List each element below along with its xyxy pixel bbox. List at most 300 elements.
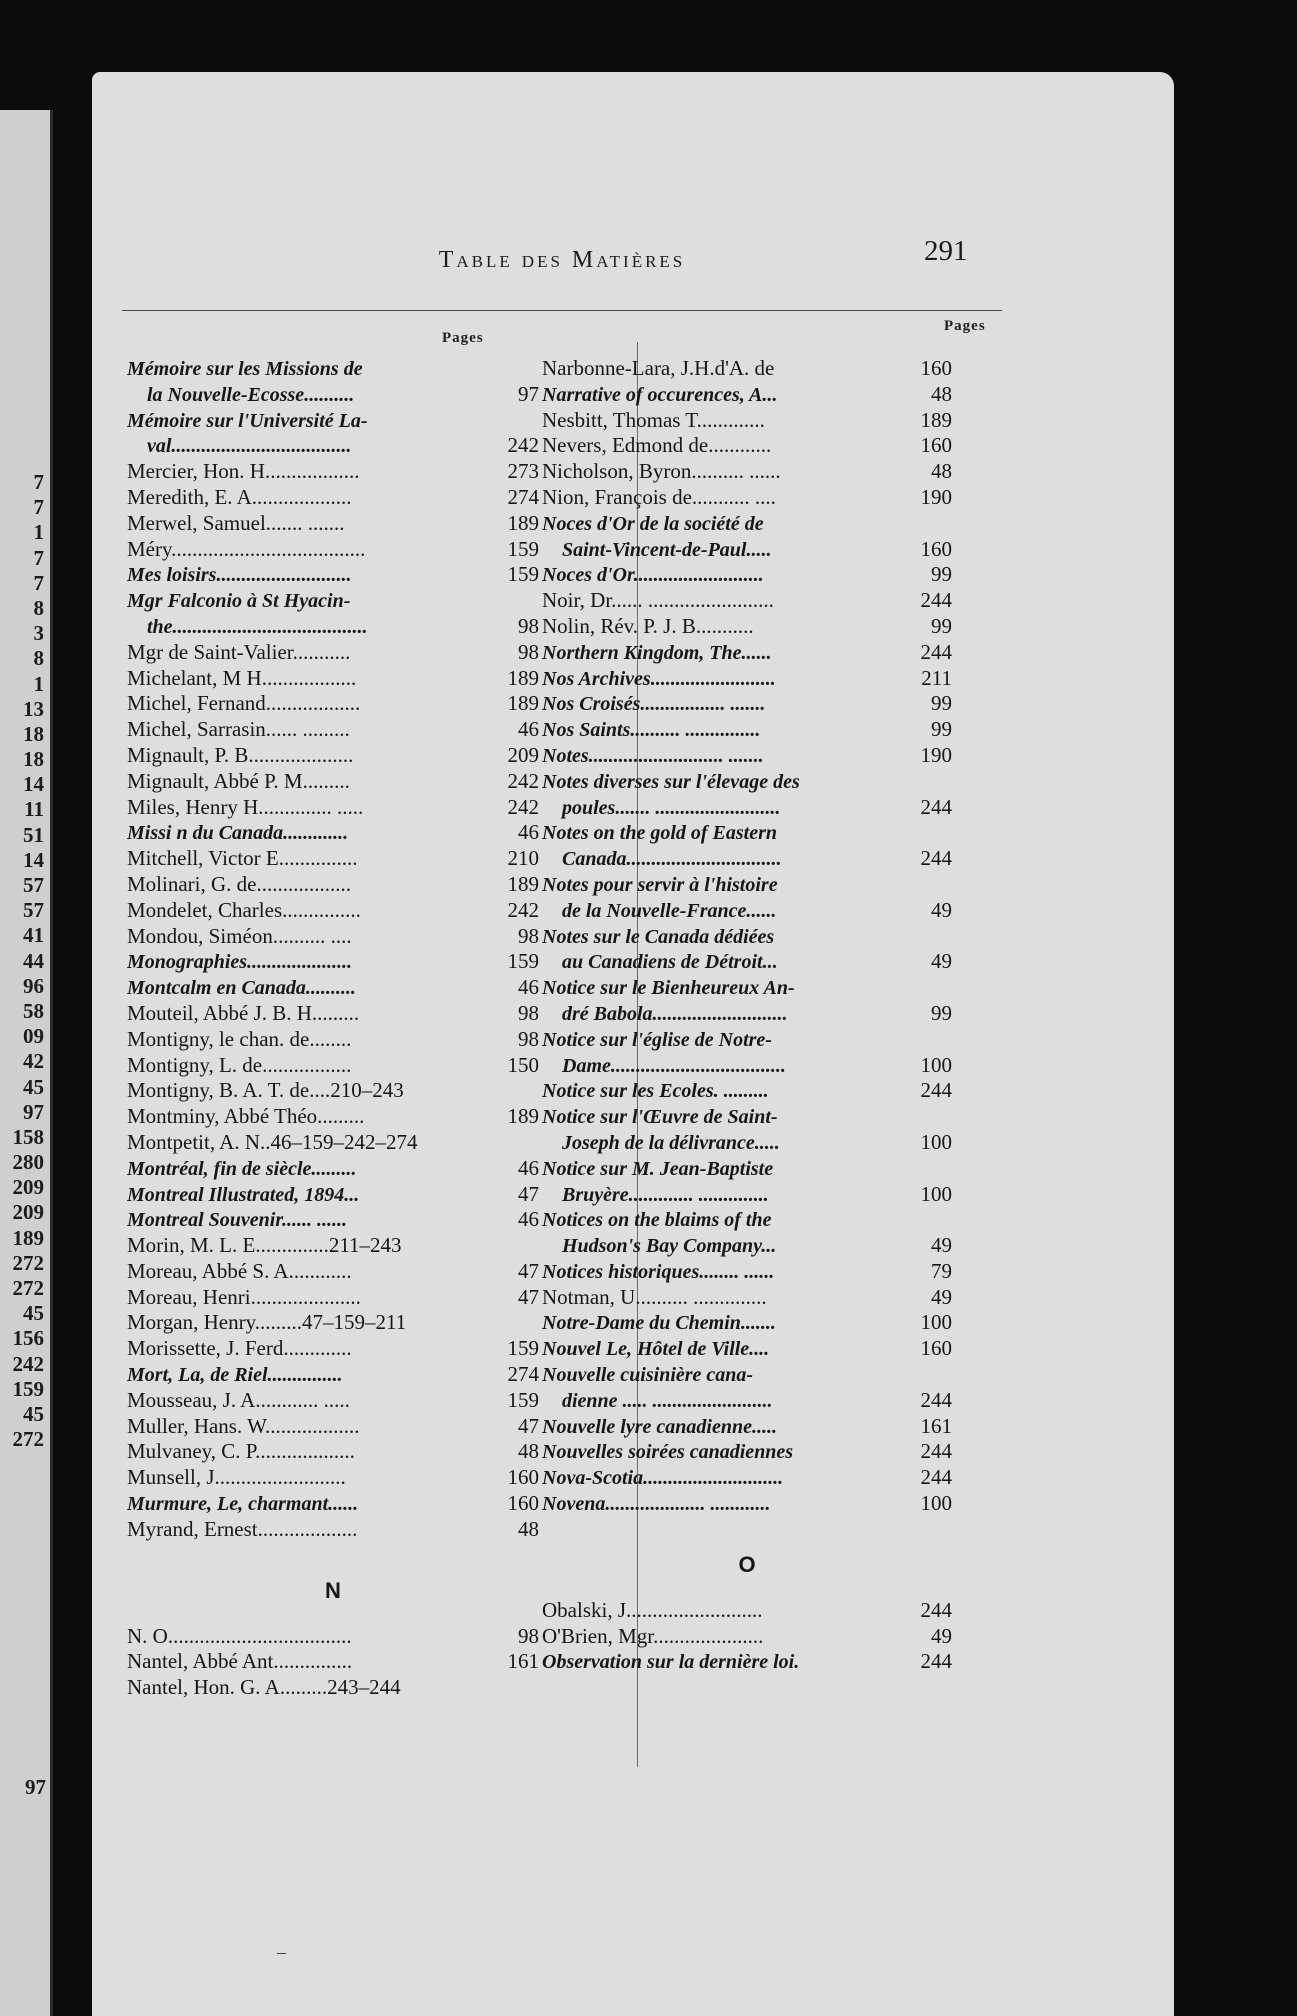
index-entry [542, 795, 952, 821]
index-entry [542, 382, 952, 408]
index-entry [127, 588, 539, 614]
entry-title: Moreau, Abbé S. A............ [127, 1258, 352, 1283]
index-entry [542, 1182, 952, 1208]
entry-title: Moreau, Henri..................... [127, 1284, 361, 1309]
entry-title: Nicholson, Byron.......... ...... [542, 459, 781, 484]
adjacent-page-number: 09 [23, 1024, 44, 1049]
adjacent-page-number: 45 [23, 1401, 44, 1426]
index-entry [542, 1001, 952, 1027]
entry-title: Noces d'Or.......................... [542, 564, 764, 587]
entry-page: 47 [518, 1181, 539, 1206]
index-entry [127, 485, 539, 511]
adjacent-page-number: 97 [23, 1099, 44, 1124]
index-entry [127, 1078, 539, 1104]
entry-page: 244 [920, 1649, 952, 1674]
entry-title: Observation sur la dernière loi. [542, 1651, 800, 1674]
adjacent-page-edge [0, 110, 53, 2016]
entry-page: 161 [920, 1413, 952, 1438]
adjacent-page-number: 7 [33, 495, 44, 520]
entry-title: dré Babola........................... [562, 1002, 788, 1025]
adjacent-page-number: 209 [12, 1200, 44, 1225]
entry-title: Narbonne-Lara, J.H.d'A. de [542, 356, 775, 380]
entry-title: Nantel, Hon. G. A.........243–244 [127, 1675, 401, 1700]
entry-page: 79 [931, 1258, 952, 1283]
entry-page: 159 [507, 536, 539, 561]
entry-page: 49 [931, 1623, 952, 1648]
entry-title: Notices on the blaims of the [542, 1209, 772, 1232]
entry-title: Mémoire sur l'Université La- [127, 409, 368, 432]
entry-page: 244 [920, 588, 952, 613]
index-entry [127, 1233, 539, 1259]
entry-page: 244 [920, 794, 952, 819]
entry-page: 160 [507, 1491, 539, 1516]
index-entry [542, 1285, 952, 1311]
adjacent-page-number: 1 [33, 520, 44, 545]
entry-title: Morissette, J. Ferd............. [127, 1336, 352, 1361]
adjacent-page-number: 189 [12, 1225, 44, 1250]
entry-title: Mitchell, Victor E............... [127, 846, 358, 871]
index-entry [542, 846, 952, 872]
index-entry [542, 924, 952, 950]
index-entry [127, 1491, 539, 1517]
adjacent-page-number: 158 [12, 1124, 44, 1149]
entry-page: 189 [507, 691, 539, 716]
dash-mark: – [277, 1942, 286, 1962]
adjacent-page-bottom-number: 97 [25, 1775, 46, 1799]
index-entry [127, 1362, 539, 1388]
entry-title: Nantel, Abbé Ant............... [127, 1649, 353, 1674]
adjacent-page-numbers [0, 470, 44, 1452]
entry-title: Missi n du Canada............. [127, 822, 349, 845]
adjacent-page-number: 11 [24, 797, 44, 822]
entry-page: 99 [931, 691, 952, 716]
index-entry [542, 1491, 952, 1517]
entry-page: 244 [920, 1387, 952, 1412]
index-entry [127, 820, 539, 846]
entry-title: Mulvaney, C. P................... [127, 1439, 355, 1464]
entry-title: Notices historiques........ ...... [542, 1260, 775, 1283]
index-entry [127, 898, 539, 924]
entry-page: 100 [920, 1310, 952, 1335]
entry-title: Myrand, Ernest................... [127, 1516, 358, 1541]
index-entry [542, 1233, 952, 1259]
entry-title: Murmure, Le, charmant...... [127, 1493, 359, 1516]
entry-title: the....................................... [147, 615, 368, 638]
adjacent-page-number: 272 [12, 1276, 44, 1300]
entry-page: 242 [507, 433, 539, 458]
entry-page: 100 [920, 1052, 952, 1077]
entry-title: Hudson's Bay Company... [562, 1235, 777, 1258]
pages-label-left: Pages [442, 330, 484, 346]
entry-title: de la Nouvelle-France...... [562, 899, 777, 922]
index-entry [127, 1675, 539, 1701]
entry-page: 160 [920, 356, 952, 380]
index-entry [127, 1465, 539, 1491]
index-entry [542, 1078, 952, 1104]
pages-label-right: Pages [944, 318, 986, 334]
entry-title: Molinari, G. de.................. [127, 871, 351, 896]
entry-title: Michel, Sarrasin...... ......... [127, 717, 350, 742]
entry-page: 161 [507, 1649, 539, 1674]
index-entry [542, 1362, 952, 1388]
section-letter: N [325, 1577, 341, 1603]
entry-title: Notre-Dame du Chemin....... [542, 1312, 776, 1335]
index-entry [127, 1182, 539, 1208]
entry-title: Noces d'Or de la société de [542, 512, 764, 535]
index-entry [127, 1649, 539, 1675]
entry-page: 160 [920, 536, 952, 561]
index-entry [127, 795, 539, 821]
index-entry [127, 1001, 539, 1027]
entry-page: 49 [931, 897, 952, 922]
entry-page: 160 [507, 1465, 539, 1490]
entry-page: 49 [931, 1284, 952, 1309]
entry-title: Mgr de Saint-Valier........... [127, 639, 351, 664]
entry-title: Nos Saints.......... ............... [542, 719, 761, 742]
entry-page: 98 [518, 1623, 539, 1648]
index-entry [127, 769, 539, 795]
index-entry [127, 666, 539, 692]
entry-page: 189 [507, 665, 539, 690]
index-entry [542, 408, 952, 434]
entry-title: val.................................... [147, 435, 352, 458]
entry-page: 242 [507, 897, 539, 922]
index-entry [542, 588, 952, 614]
entry-page: 244 [920, 846, 952, 871]
entry-page: 46 [518, 1155, 539, 1180]
index-entry [542, 614, 952, 640]
entry-title: la Nouvelle-Ecosse.......... [147, 383, 355, 406]
entry-title: Miles, Henry H.............. ..... [127, 794, 364, 819]
entry-title: Notice sur les Ecoles. ......... [542, 1080, 769, 1103]
entry-page: 48 [931, 381, 952, 406]
index-entry [542, 1207, 952, 1233]
entry-title: Nolin, Rév. P. J. B........... [542, 613, 754, 638]
index-column-left [127, 356, 539, 1701]
index-entry [542, 1259, 952, 1285]
entry-title: Nesbitt, Thomas T............. [542, 407, 765, 432]
entry-title: Notes........................... ....... [542, 744, 764, 767]
entry-title: O'Brien, Mgr..................... [542, 1623, 764, 1648]
entry-title: Montreal Souvenir...... ...... [127, 1209, 348, 1232]
entry-title: Nion, François de........... .... [542, 484, 776, 509]
entry-title: Mort, La, de Riel............... [127, 1364, 343, 1387]
entry-page: 46 [518, 820, 539, 845]
index-entry [542, 691, 952, 717]
entry-page: 99 [931, 562, 952, 587]
entry-title: Nouvelles soirées canadiennes [542, 1441, 794, 1464]
entry-title: Nos Archives......................... [542, 667, 776, 690]
entry-page: 98 [518, 639, 539, 664]
index-entry [127, 1156, 539, 1182]
running-title: Table des Matières [438, 247, 686, 273]
index-entry [127, 975, 539, 1001]
entry-page: 49 [931, 949, 952, 974]
entry-page: 160 [920, 433, 952, 458]
index-entry [542, 743, 952, 769]
entry-title: Nova-Scotia............................ [542, 1467, 784, 1490]
index-entry [127, 459, 539, 485]
entry-page: 47 [518, 1413, 539, 1438]
index-entry [542, 459, 952, 485]
entry-page: 150 [507, 1052, 539, 1077]
index-entry [127, 382, 539, 408]
index-entry [127, 872, 539, 898]
entry-title: Obalski, J.......................... [542, 1597, 763, 1622]
entry-title: Notice sur le Bienheureux An- [542, 977, 795, 1000]
adjacent-page-number: 58 [23, 998, 44, 1023]
entry-page: 98 [518, 923, 539, 948]
entry-title: Morgan, Henry.........47–159–211 [127, 1310, 407, 1335]
index-entry [127, 691, 539, 717]
entry-title: Michel, Fernand.................. [127, 691, 361, 716]
index-entry [542, 769, 952, 795]
adjacent-page-number: 3 [33, 621, 44, 646]
index-entry [127, 949, 539, 975]
entry-page: 48 [518, 1516, 539, 1541]
index-entry [542, 1027, 952, 1053]
index-entry [127, 1027, 539, 1053]
entry-page: 244 [920, 1597, 952, 1622]
entry-title: Notman, U.......... .............. [542, 1284, 767, 1309]
adjacent-page-number: 13 [23, 696, 44, 721]
entry-page: 97 [518, 381, 539, 406]
entry-page: 46 [518, 975, 539, 1000]
index-entry [542, 433, 952, 459]
entry-title: Mercier, Hon. H.................. [127, 459, 360, 484]
entry-title: Saint-Vincent-de-Paul..... [562, 538, 772, 561]
entry-page: 100 [920, 1129, 952, 1154]
entry-title: Notes diverses sur l'élevage des [542, 770, 800, 793]
adjacent-page-number: 45 [23, 1074, 44, 1099]
entry-page: 47 [518, 1284, 539, 1309]
entry-title: Montreal Illustrated, 1894... [127, 1183, 360, 1206]
index-entry [127, 433, 539, 459]
entry-title: Mémoire sur les Missions de [127, 358, 363, 380]
entry-title: Notice sur l'Œuvre de Saint- [542, 1106, 778, 1129]
entry-page: 210 [507, 846, 539, 871]
index-entry [127, 1439, 539, 1465]
index-entry [127, 1310, 539, 1336]
index-entry [542, 1465, 952, 1491]
entry-page: 47 [518, 1258, 539, 1283]
adjacent-page-number: 14 [23, 847, 44, 872]
entry-title: Michelant, M H.................. [127, 665, 357, 690]
adjacent-page-number: 272 [12, 1250, 44, 1275]
index-entry [127, 1104, 539, 1130]
entry-title: Notice sur M. Jean-Baptiste [542, 1157, 774, 1180]
adjacent-page-number: 57 [23, 898, 44, 923]
entry-title: N. O................................... [127, 1623, 352, 1648]
index-entry [127, 846, 539, 872]
index-entry [542, 1310, 952, 1336]
entry-page: 190 [920, 484, 952, 509]
entry-title: Notes pour servir à l'histoire [542, 873, 778, 896]
adjacent-page-number: 42 [23, 1049, 44, 1074]
entry-title: Montminy, Abbé Théo......... [127, 1104, 365, 1129]
entry-page: 189 [507, 510, 539, 535]
entry-page: 189 [507, 871, 539, 896]
index-entry [127, 743, 539, 769]
index-entry [127, 511, 539, 537]
entry-title: Dame................................... [562, 1054, 786, 1077]
entry-page: 48 [518, 1439, 539, 1464]
adjacent-page-number: 209 [12, 1175, 44, 1200]
entry-page: 244 [920, 639, 952, 664]
entry-title: Narrative of occurences, A... [542, 383, 778, 406]
index-entry [542, 485, 952, 511]
entry-title: Montréal, fin de siècle......... [127, 1157, 357, 1180]
index-entry [542, 511, 952, 537]
entry-title: Canada............................... [562, 848, 782, 871]
index-entry [542, 1649, 952, 1675]
entry-title: Northern Kingdom, The...... [542, 641, 772, 664]
page-number: 291 [924, 235, 968, 267]
index-entry [127, 1259, 539, 1285]
index-entry [542, 1598, 952, 1624]
index-entry [542, 872, 952, 898]
adjacent-page-number: 7 [33, 470, 44, 494]
adjacent-page-number: 51 [23, 822, 44, 847]
entry-title: Mouteil, Abbé J. B. H......... [127, 1000, 360, 1025]
adjacent-page-number: 272 [12, 1427, 44, 1452]
index-entry [542, 1104, 952, 1130]
entry-page: 159 [507, 949, 539, 974]
entry-page: 159 [507, 1387, 539, 1412]
entry-page: 244 [920, 1465, 952, 1490]
index-entry [127, 1285, 539, 1311]
entry-page: 211 [921, 665, 952, 690]
index-entry [542, 1336, 952, 1362]
entry-page: 189 [920, 407, 952, 432]
index-entry [542, 1130, 952, 1156]
section-letter: O [738, 1551, 756, 1577]
entry-page: 100 [920, 1181, 952, 1206]
index-entry [542, 640, 952, 666]
entry-page: 242 [507, 768, 539, 793]
entry-title: Mondelet, Charles............... [127, 897, 361, 922]
index-entry [127, 537, 539, 563]
entry-title: Muller, Hans. W.................. [127, 1413, 360, 1438]
entry-title: Notice sur l'église de Notre- [542, 1028, 772, 1051]
index-entry [127, 1388, 539, 1414]
index-entry [542, 949, 952, 975]
entry-title: Joseph de la délivrance..... [562, 1131, 780, 1154]
entry-page: 242 [507, 794, 539, 819]
index-entry [127, 640, 539, 666]
index-entry [127, 1414, 539, 1440]
index-entry [127, 924, 539, 950]
entry-title: Meredith, E. A................... [127, 484, 352, 509]
entry-title: Munsell, J......................... [127, 1465, 346, 1490]
index-entry [542, 666, 952, 692]
entry-page: 274 [507, 1362, 539, 1387]
index-entry [542, 898, 952, 924]
entry-page: 160 [920, 1336, 952, 1361]
entry-page: 273 [507, 459, 539, 484]
index-entry [542, 537, 952, 563]
adjacent-page-number: 1 [33, 671, 44, 696]
entry-title: poules....... ......................... [562, 796, 781, 819]
entry-title: Mondou, Siméon.......... .... [127, 923, 352, 948]
index-entry [127, 1336, 539, 1362]
index-entry [542, 1053, 952, 1079]
entry-title: Novena.................... ............ [542, 1493, 771, 1516]
entry-title: Notes sur le Canada dédiées [542, 925, 775, 948]
adjacent-page-number: 8 [33, 595, 44, 620]
index-entry [127, 1130, 539, 1156]
index-column-right [542, 356, 952, 1675]
entry-page: 159 [507, 562, 539, 587]
adjacent-page-number: 18 [23, 721, 44, 746]
index-entry [542, 1414, 952, 1440]
adjacent-page-number: 280 [12, 1150, 44, 1175]
index-entry [127, 408, 539, 434]
entry-page: 244 [920, 1439, 952, 1464]
entry-title: dienne ..... ........................ [562, 1389, 773, 1412]
entry-page: 159 [507, 1336, 539, 1361]
entry-title: Nouvel Le, Hôtel de Ville.... [542, 1338, 770, 1361]
entry-title: Montigny, L. de................. [127, 1052, 352, 1077]
entry-title: Nos Croisés................. ....... [542, 693, 766, 716]
index-entry [127, 1517, 539, 1543]
entry-title: Mignault, Abbé P. M......... [127, 768, 350, 793]
adjacent-page-number: 18 [23, 747, 44, 772]
entry-title: Nevers, Edmond de............ [542, 433, 772, 458]
document-page [92, 72, 1174, 2016]
index-entry [542, 1624, 952, 1650]
adjacent-page-number: 41 [23, 923, 44, 948]
adjacent-page-number: 44 [23, 948, 44, 973]
index-entry [127, 1207, 539, 1233]
index-entry [542, 717, 952, 743]
index-entry [127, 1624, 539, 1650]
index-entry [127, 356, 539, 382]
entry-title: Monographies..................... [127, 951, 353, 974]
entry-title: Notes on the gold of Eastern [542, 822, 778, 845]
entry-title: Mousseau, J. A............ ..... [127, 1387, 350, 1412]
entry-title: Montigny, B. A. T. de....210–243 [127, 1078, 404, 1103]
entry-title: Bruyère............. .............. [562, 1183, 769, 1206]
entry-title: Méry..................................... [127, 536, 366, 561]
entry-page: 98 [518, 1000, 539, 1025]
adjacent-page-number: 57 [23, 873, 44, 897]
adjacent-page-number: 156 [12, 1326, 44, 1351]
adjacent-page-number: 159 [12, 1376, 44, 1401]
entry-page: 48 [931, 459, 952, 484]
adjacent-page-number: 7 [33, 545, 44, 570]
adjacent-page-number: 45 [23, 1301, 44, 1326]
entry-page: 46 [518, 717, 539, 742]
index-entry [542, 820, 952, 846]
entry-title: Mignault, P. B.................... [127, 742, 354, 767]
index-entry [542, 356, 952, 382]
entry-title: Mes loisirs........................... [127, 564, 352, 587]
entry-title: Merwel, Samuel....... ....... [127, 510, 345, 535]
entry-page: 99 [931, 717, 952, 742]
entry-page: 98 [518, 1026, 539, 1051]
entry-title: Nouvelle cuisinière cana- [542, 1364, 754, 1387]
adjacent-page-number: 7 [33, 570, 44, 595]
entry-title: Noir, Dr...... ........................ [542, 588, 774, 613]
entry-title: Mgr Falconio à St Hyacin- [127, 590, 351, 613]
index-entry [542, 1388, 952, 1414]
entry-page: 244 [920, 1078, 952, 1103]
entry-title: Montigny, le chan. de........ [127, 1026, 352, 1051]
entry-page: 98 [518, 613, 539, 638]
adjacent-page-number: 242 [12, 1351, 44, 1376]
entry-page: 209 [507, 742, 539, 767]
